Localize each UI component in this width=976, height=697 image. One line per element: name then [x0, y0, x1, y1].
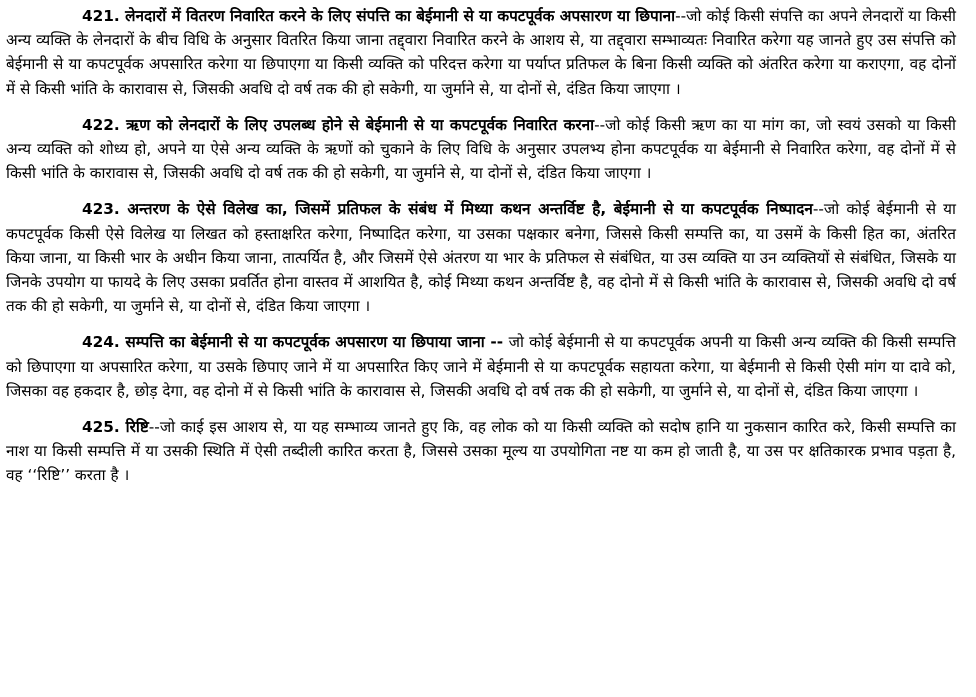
- section-number: 422.: [82, 115, 120, 134]
- section-number: 423.: [82, 200, 120, 219]
- section-424: [6, 330, 956, 403]
- section-heading: [82, 418, 149, 436]
- section-body: जो कोई किसी संपत्ति का अपने लेनदारों या किसी अन्य व्यक्ति के लेनदारों के बीच विधि के अनुसार वितरित किया जाना तद्द्वारा निवारित करने के आशय से, या तद्द्वारा सम्भाव्यतः निवारित करेगा यह जानते हुए उस संपत्ति को बेईमानी से या कपटपूर्वक अपसारित करेगा या छिपाएगा या किसी व्यक्ति को परिदत्त करेगा या पर्याप्त प्रतिफल के बिना किसी व्यक्ति को अंतरित करेगा या कराएगा, वह दोनों में से किसी भांति के कारावास से, जिसकी अवधि दो वर्ष तक की हो सकेगी, या जुर्माने से, या दोनों से, दंडित किया जाएगा ।: [6, 7, 957, 98]
- section-422: [6, 113, 956, 186]
- section-425: [6, 415, 956, 488]
- section-body: जो कोई किसी ऋण का या मांग का, जो स्वयं उसको या किसी अन्य व्यक्ति को शोध्य हो, अपने या ऐसे अन्य व्यक्ति के ऋणों को चुकाने के लिए विधि के अनुसार उपलभ्य होना कपटपूर्वक या बेईमानी से निवारित करेगा, वह दोनों में से किसी भांति के कारावास से, जिसकी अवधि दो वर्ष तक की हो सकेगी, या जुर्माने से, या दोनों से, दंडित किया जाएगा ।: [6, 115, 956, 183]
- section-title: ऋण को लेनदारों के लिए उपलब्ध होने से बेईमानी से या कपटपूर्वक निवारित करना: [126, 115, 595, 134]
- section-body: जो काई इस आशय से, या यह सम्भाव्य जानते हुए कि, वह लोक को या किसी व्यक्ति को सदोष हानि या नुकसान कारित करे, किसी सम्पत्ति का नाश या किसी सम्पत्ति में या उसकी स्थिति में ऐसी तब्दीली कारित करता है, जिससे उसका मूल्य या उपयोगिता नष्ट या कम हो जाती है, या उस पर क्षतिकारक प्रभाव पड़ता है, वह ‘‘रिष्टि’’ करता है ।: [6, 418, 957, 485]
- section-separator: --: [148, 418, 160, 437]
- section-heading: [82, 200, 813, 218]
- section-number: 425.: [82, 418, 120, 437]
- section-separator: --: [675, 7, 687, 25]
- section-title: रिष्टि: [125, 418, 149, 437]
- section-body: जो कोई बेईमानी से या कपटपूर्वक किसी ऐसे विलेख या लिखत को हस्ताक्षरित करेगा, निष्पादित करेगा, या उसका पक्षकार बनेगा, जिससे किसी सम्पत्ति का, या उसमें के किसी हित का, अंतरित किया जाना, या किसी भार के अधीन किया जाना, तात्पर्यित है, और जिसमें ऐसे अंतरण या भार के प्रतिफल से संबंधित, या उस व्यक्ति या उन व्यक्तियों से संबंधित, जिसके या जिनके उपयोग या फायदे के लिए उसका प्रवर्तित होना वास्तव में आशयित है, कोई मिथ्या कथन अन्तर्विष्ट है, वह दोनो में से किसी भांति के कारावास से, जिसकी अवधि दो वर्ष तक की हो सकेगी, या जुर्माने से, या दोनों से, दंडित किया जाएगा ।: [6, 200, 957, 316]
- section-separator: --: [594, 115, 606, 134]
- section-title: अन्तरण के ऐसे विलेख का, जिसमें प्रतिफल के संबंध में मिथ्या कथन अन्तर्विष्ट है, बेईमानी से या कपटपूर्वक निष्पादन: [127, 200, 813, 219]
- section-heading: [82, 116, 594, 134]
- section-number: 421.: [82, 7, 120, 25]
- section-separator: --: [484, 333, 509, 352]
- section-heading: [82, 7, 675, 25]
- section-title: सम्पत्ति का बेईमानी से या कपटपूर्वक अपसारण या छिपाया जाना: [125, 333, 485, 352]
- section-421: [6, 4, 956, 101]
- section-423: [6, 197, 956, 318]
- section-separator: --: [812, 200, 824, 219]
- section-number: 424.: [82, 333, 120, 352]
- section-heading: [82, 333, 509, 351]
- section-title: लेनदारों में वितरण निवारित करने के लिए संपत्ति का बेईमानी से या कपटपूर्वक अपसारण या छिपाना: [125, 7, 676, 25]
- section-body: जो कोई बेईमानी से या कपटपूर्वक अपनी या किसी अन्य व्यक्ति की किसी सम्पत्ति को छिपाएगा या अपसारित करेगा, या उसके छिपाए जाने में या अपसारित किए जाने में बेईमानी से या कपटपूर्वक सहायता करेगा, या बेईमानी से किसी ऐसी मांग या दावे को, जिसका वह हकदार है, छोड़ देगा, वह दोनो में से किसी भांति के कारावास से, जिसकी अवधि दो वर्ष तक की हो सकेगी, या जुर्माने से, या दोनों से, दंडित किया जाएगा ।: [6, 333, 957, 400]
- document-page: [6, 4, 956, 500]
